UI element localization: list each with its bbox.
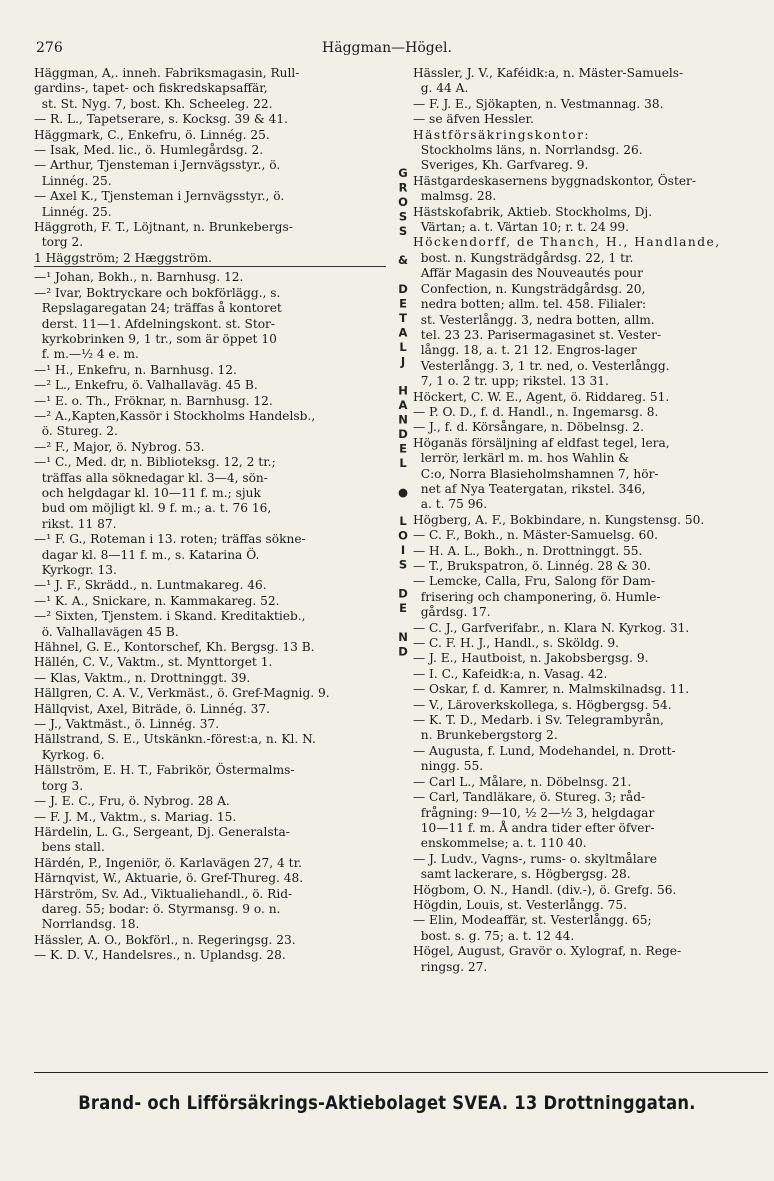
directory-entry-line: träffas alla söknedagar kl. 3—4, sön-: [34, 470, 268, 485]
directory-entry-line: Vesterlångg. 3, 1 tr. ned, o. Vesterlångg.: [413, 358, 670, 373]
running-head: Häggman—Högel.: [322, 40, 452, 56]
directory-entry-line: ringsg. 27.: [413, 959, 488, 974]
directory-entry-line: — J. Ludv., Vagns-, rums- o. skyltmålare: [413, 851, 657, 866]
directory-entry-line: — Elin, Modeaffär, st. Vesterlångg. 65;: [413, 913, 652, 928]
directory-entry-line: — K. T. D., Medarb. i Sv. Telegrambyrån,: [413, 713, 664, 728]
directory-entry-line: rikst. 11 87.: [34, 516, 117, 531]
gutter-advertisement: GROSS & DETALJ HANDEL ● LOIS DE ND: [396, 165, 410, 659]
directory-entry-line: Härdelin, L. G., Sergeant, Dj. Generalsta-: [34, 824, 290, 839]
directory-entry-line: Linnég. 25.: [34, 173, 112, 188]
directory-entry-line: —² A.,Kapten,Kassör i Stockholms Handelsb.,: [34, 408, 316, 423]
directory-entry-line: derst. 11—1. Afdelningskont. st. Stor-: [34, 316, 275, 331]
directory-entry-line: torg 2.: [34, 235, 84, 250]
directory-entry-line: Hästgardeskasernens byggnadskontor, Öster-: [413, 173, 696, 188]
directory-entry-line: 1 Häggström; 2 Hæggström.: [34, 251, 386, 267]
directory-entry-line: enskommelse; a. t. 110 40.: [413, 836, 587, 851]
page-number: 276: [36, 40, 63, 56]
directory-entry-line: gardins-, tapet- och fiskredskapsaffär,: [34, 81, 268, 96]
directory-entry-line: Linnég. 25.: [34, 204, 112, 219]
directory-entry-line: —² F., Major, ö. Nybrog. 53.: [34, 439, 205, 454]
directory-entry-line: Högbom, O. N., Handl. (div.-), ö. Grefg. 56.: [413, 882, 677, 897]
directory-entry-line: malmsg. 28.: [413, 189, 497, 204]
directory-entry-line: Hässler, A. O., Bokförl., n. Regeringsg. 23.: [34, 932, 296, 947]
directory-entry-line: — Axel K., Tjensteman i Jernvägsstyr., ö.: [34, 189, 285, 204]
directory-entry-line: — C. F., Bokh., n. Mäster-Samuelsg. 60.: [413, 528, 658, 543]
directory-entry-line: — J., f. d. Körsångare, n. Döbelnsg. 2.: [413, 420, 645, 435]
directory-entry-line: f. m.—½ 4 e. m.: [34, 347, 139, 362]
directory-entry-line: net af Nya Teatergatan, rikstel. 346,: [413, 481, 646, 496]
directory-entry-line: ningg. 55.: [413, 759, 484, 774]
directory-entry-line: st. St. Nyg. 7, bost. Kh. Scheeleg. 22.: [34, 96, 273, 111]
directory-entry-line: — K. D. V., Handelsres., n. Uplandsg. 28.: [34, 948, 286, 963]
directory-entry-line: — J. E. C., Fru, ö. Nybrog. 28 A.: [34, 794, 230, 809]
directory-entry-line: Höckendorff, de Thanch, H., Handlande,: [413, 235, 721, 250]
directory-entry-line: Högel, August, Gravör o. Xylograf, n. Rege-: [413, 944, 682, 959]
directory-entry-line: —¹ E. o. Th., Fröknar, n. Barnhusg. 12.: [34, 393, 273, 408]
directory-entry-line: bost. n. Kungsträdgårdsg. 22, 1 tr.: [413, 250, 634, 265]
left-column: [34, 66, 386, 964]
directory-entry-line: dagar kl. 8—11 f. m., s. Katarina Ö.: [34, 547, 260, 562]
right-column: [413, 66, 768, 975]
directory-entry-line: — Lemcke, Calla, Fru, Salong för Dam-: [413, 574, 656, 589]
directory-entry-line: samt lackerare, s. Högbergsg. 28.: [413, 867, 631, 882]
directory-entry-line: a. t. 75 96.: [413, 497, 488, 512]
directory-entry-line: Häggman, A,. inneh. Fabriksmagasin, Rull-: [34, 66, 300, 80]
directory-entry-line: Repslagaregatan 24; träffas å kontoret: [34, 301, 282, 316]
directory-entry-line: frisering och champonering, ö. Humle-: [413, 589, 661, 604]
directory-entry-line: långg. 18, a. t. 21 12. Engros-lager: [413, 343, 637, 358]
directory-entry-line: — J., Vaktmäst., ö. Linnég. 37.: [34, 717, 220, 732]
directory-entry-line: Härström, Sv. Ad., Viktualiehandl., ö. Rid-: [34, 886, 293, 901]
directory-entry-line: bost. s. g. 75; a. t. 12 44.: [413, 928, 575, 943]
directory-entry-line: 7, 1 o. 2 tr. upp; rikstel. 13 31.: [413, 374, 609, 389]
directory-entry-line: C:o, Norra Blasieholmshamnen 7, hör-: [413, 466, 659, 481]
directory-entry-line: bud om möjligt kl. 9 f. m.; a. t. 76 16,: [34, 501, 272, 516]
directory-entry-line: —¹ H., Enkefru, n. Barnhusg. 12.: [34, 362, 237, 377]
directory-entry-line: —¹ C., Med. dr, n. Biblioteksg. 12, 2 tr.;: [34, 455, 276, 470]
directory-entry-line: bens stall.: [34, 840, 105, 855]
footer-advertisement: Brand- och Lifförsäkrings-Aktiebolaget SVEA. 13 Drottninggatan.: [78, 1092, 696, 1114]
directory-entry-line: 10—11 f. m. Å andra tider efter öfver-: [413, 820, 655, 835]
directory-entry-line: Affär Magasin des Nouveautés pour: [413, 266, 643, 281]
directory-entry-line: — C. J., Garfverifabr., n. Klara N. Kyrkog. 31.: [413, 620, 690, 635]
directory-entry-line: — V., Läroverkskollega, s. Högbergsg. 54.: [413, 697, 672, 712]
directory-entry-line: torg 3.: [34, 778, 84, 793]
directory-entry-line: Häggroth, F. T., Löjtnant, n. Brunkebergs-: [34, 220, 293, 235]
footer-divider: [34, 1072, 768, 1073]
directory-entry-line: — R. L., Tapetserare, s. Kocksg. 39 & 41.: [34, 112, 289, 127]
directory-entry-line: — I. C., Kafeidk:a, n. Vasag. 42.: [413, 666, 608, 681]
directory-entry-line: g. 44 A.: [413, 81, 469, 96]
directory-entry-line: ö. Stureg. 2.: [34, 424, 118, 439]
directory-entry-line: gårdsg. 17.: [413, 605, 491, 620]
directory-entry-line: — Carl L., Målare, n. Döbelnsg. 21.: [413, 774, 632, 789]
directory-entry-line: — F. J. E., Sjökapten, n. Vestmannag. 38.: [413, 96, 664, 111]
directory-entry-line: — P. O. D., f. d. Handl., n. Ingemarsg. 8.: [413, 404, 659, 419]
directory-entry-line: lerrör, lerkärl m. m. hos Wahlin &: [413, 451, 630, 466]
directory-entry-line: Hällstrand, S. E., Utskänkn.-förest:a, n. Kl. N.: [34, 732, 316, 747]
directory-entry-line: Högberg, A. F., Bokbindare, n. Kungstensg. 50.: [413, 512, 705, 527]
directory-entry-line: Kyrkog. 6.: [34, 747, 105, 762]
directory-entry-line: —¹ K. A., Snickare, n. Kammakareg. 52.: [34, 593, 280, 608]
directory-entry-line: Hällgren, C. A. V., Verkmäst., ö. Gref-Magnig. 9.: [34, 686, 330, 701]
directory-entry-line: — T., Brukspatron, ö. Linnég. 28 & 30.: [413, 559, 651, 573]
directory-entry-line: —¹ F. G., Roteman i 13. roten; träffas sökne-: [34, 532, 306, 547]
directory-entry-line: Härnqvist, W., Aktuarie, ö. Gref-Thureg. 48.: [34, 871, 304, 886]
directory-entry-line: Hällqvist, Axel, Biträde, ö. Linnég. 37.: [34, 701, 271, 716]
directory-entry-line: — Carl, Tandläkare, ö. Stureg. 3; råd-: [413, 790, 646, 805]
directory-entry-line: —² L., Enkefru, ö. Valhallaväg. 45 B.: [34, 378, 258, 393]
directory-entry-line: Norrlandsg. 18.: [34, 917, 140, 932]
directory-entry-line: Hällström, E. H. T., Fabrikör, Östermalms-: [34, 763, 295, 778]
directory-entry-line: Hästförsäkringskontor:: [413, 127, 590, 142]
directory-entry-line: Stockholms läns, n. Norrlandsg. 26.: [413, 143, 643, 158]
directory-entry-line: —¹ J. F., Skrädd., n. Luntmakareg. 46.: [34, 578, 267, 593]
directory-entry-line: Hähnel, G. E., Kontorschef, Kh. Bergsg. 13 B.: [34, 640, 315, 655]
directory-entry-line: —¹ Johan, Bokh., n. Barnhusg. 12.: [34, 270, 244, 285]
directory-entry-line: nedra botten; allm. tel. 458. Filialer:: [413, 297, 647, 312]
directory-entry-line: Kyrkogr. 13.: [34, 563, 117, 577]
directory-entry-line: — H. A. L., Bokh., n. Drottninggt. 55.: [413, 543, 643, 558]
directory-entry-line: — Isak, Med. lic., ö. Humlegårdsg. 2.: [34, 143, 264, 158]
directory-entry-line: —² Ivar, Boktryckare och bokförlägg., s.: [34, 285, 281, 300]
directory-entry-line: Hästskofabrik, Aktieb. Stockholms, Dj.: [413, 204, 653, 219]
directory-entry-line: Hässler, J. V., Kaféidk:a, n. Mäster-Samuels-: [413, 66, 684, 80]
directory-entry-line: frågning: 9—10, ½ 2—½ 3, helgdagar: [413, 805, 655, 820]
directory-entry-line: — Arthur, Tjensteman i Jernvägsstyr., ö.: [34, 158, 281, 173]
directory-entry-line: och helgdagar kl. 10—11 f. m.; sjuk: [34, 485, 261, 500]
directory-entry-line: — Augusta, f. Lund, Modehandel, n. Drott-: [413, 743, 676, 758]
directory-entry-line: Höckert, C. W. E., Agent, ö. Riddareg. 51.: [413, 389, 670, 404]
directory-entry-line: Höganäs försäljning af eldfast tegel, lera,: [413, 435, 670, 450]
directory-entry-line: — F. J. M., Vaktm., s. Mariag. 15.: [34, 809, 237, 824]
directory-entry-line: Hällén, C. V., Vaktm., st. Mynttorget 1.: [34, 655, 273, 670]
directory-entry-line: Värtan; a. t. Värtan 10; r. t. 24 99.: [413, 220, 629, 235]
directory-entry-line: — J. E., Hautboist, n. Jakobsbergsg. 9.: [413, 651, 649, 666]
directory-entry-line: Häggmark, C., Enkefru, ö. Linnég. 25.: [34, 127, 270, 142]
directory-entry-line: st. Vesterlångg. 3, nedra botten, allm.: [413, 312, 655, 327]
directory-entry-line: Confection, n. Kungsträdgårdsg. 20,: [413, 281, 646, 296]
directory-entry-line: n. Brunkebergstorg 2.: [413, 728, 558, 743]
directory-entry-line: Sveriges, Kh. Garfvareg. 9.: [413, 158, 589, 173]
directory-entry-line: — Klas, Vaktm., n. Drottninggt. 39.: [34, 670, 251, 685]
directory-entry-line: Härdén, P., Ingeniör, ö. Karlavägen 27, 4 tr.: [34, 855, 302, 870]
directory-entry-line: — Oskar, f. d. Kamrer, n. Malmskilnadsg. 11.: [413, 682, 690, 697]
directory-entry-line: —² Sixten, Tjenstem. i Skand. Kreditaktieb.,: [34, 609, 306, 624]
directory-entry-line: — C. F. H. J., Handl., s. Sköldg. 9.: [413, 636, 619, 651]
directory-entry-line: dareg. 55; bodar: ö. Styrmansg. 9 o. n.: [34, 901, 281, 916]
directory-entry-line: Högdin, Louis, st. Vesterlångg. 75.: [413, 897, 627, 912]
directory-entry-line: kyrkobrinken 9, 1 tr., som är öppet 10: [34, 331, 277, 346]
directory-entry-line: ö. Valhallavägen 45 B.: [34, 624, 179, 639]
directory-entry-line: — se äfven Hessler.: [413, 112, 534, 127]
directory-entry-line: tel. 23 23. Parisermagasinet st. Vester-: [413, 327, 662, 342]
